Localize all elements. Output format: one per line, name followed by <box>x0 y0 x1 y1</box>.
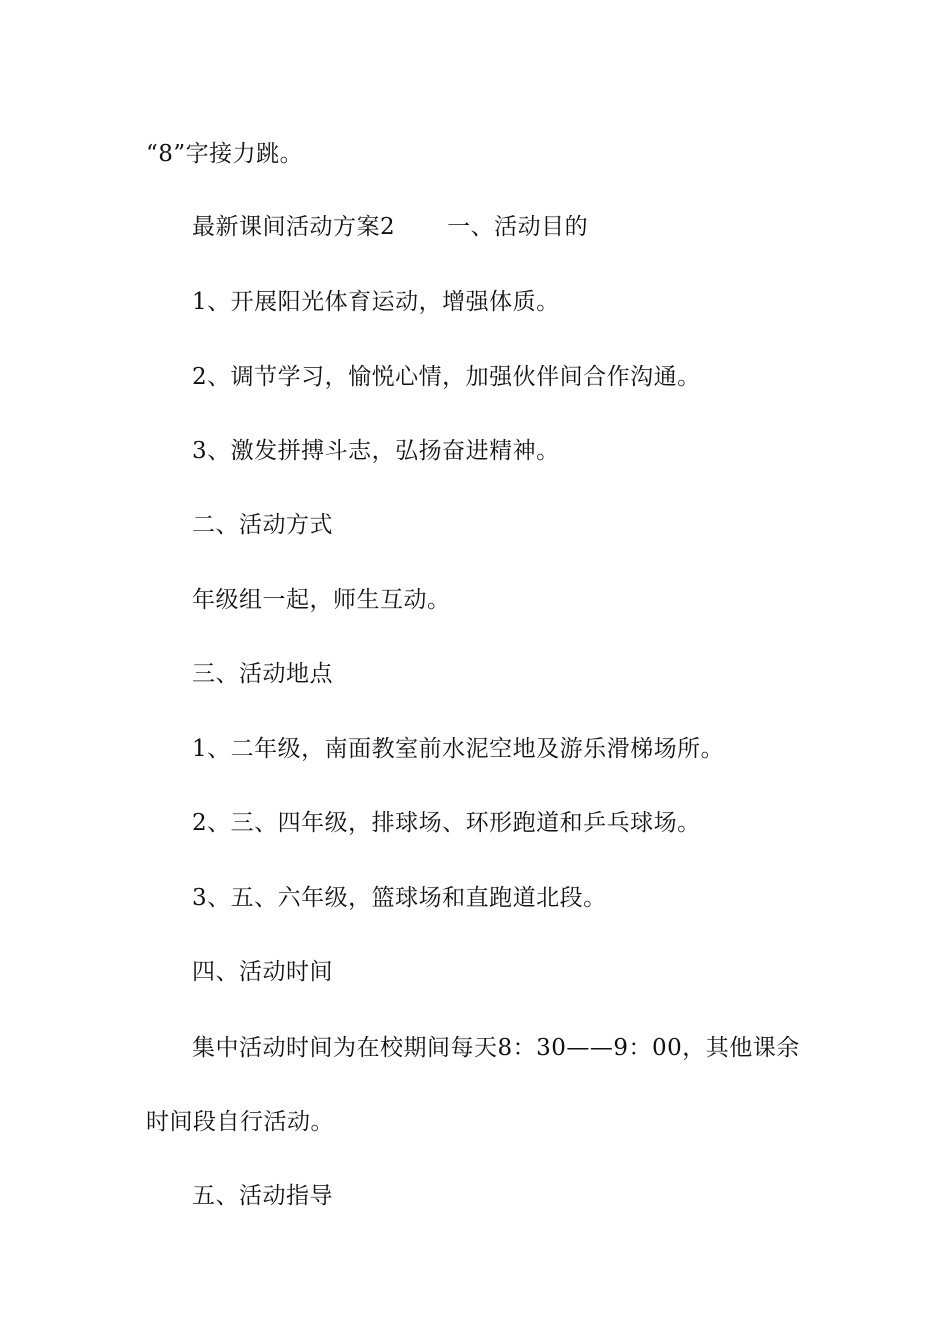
heading-guidance: 五、活动指导 <box>192 1183 333 1209</box>
heading-objectives: 一、活动目的 <box>447 214 589 240</box>
list-item: 3、五、六年级，篮球场和直跑道北段。 <box>192 885 607 911</box>
list-item: 2、三、四年级，排球场、环形跑道和乒乓球场。 <box>192 810 701 836</box>
heading-location: 三、活动地点 <box>192 661 333 687</box>
section-title <box>192 212 588 242</box>
list-item: 2、调节学习，愉悦心情，加强伙伴间合作沟通。 <box>192 364 701 390</box>
paragraph: 集中活动时间为在校期间每天8：30——9：00，其他课余 <box>192 1035 800 1061</box>
list-item: 1、开展阳光体育运动，增强体质。 <box>192 289 560 315</box>
paragraph: 年级组一起，师生互动。 <box>192 587 451 613</box>
paragraph-continuation: 时间段自行活动。 <box>146 1109 334 1135</box>
text-line: “8”字接力跳。 <box>146 141 304 167</box>
list-item: 3、激发拼搏斗志，弘扬奋进精神。 <box>192 438 560 464</box>
heading-time: 四、活动时间 <box>192 959 333 985</box>
plan-title: 最新课间活动方案2 <box>192 214 396 240</box>
heading-method: 二、活动方式 <box>192 512 333 538</box>
list-item: 1、二年级，南面教室前水泥空地及游乐滑梯场所。 <box>192 736 725 762</box>
